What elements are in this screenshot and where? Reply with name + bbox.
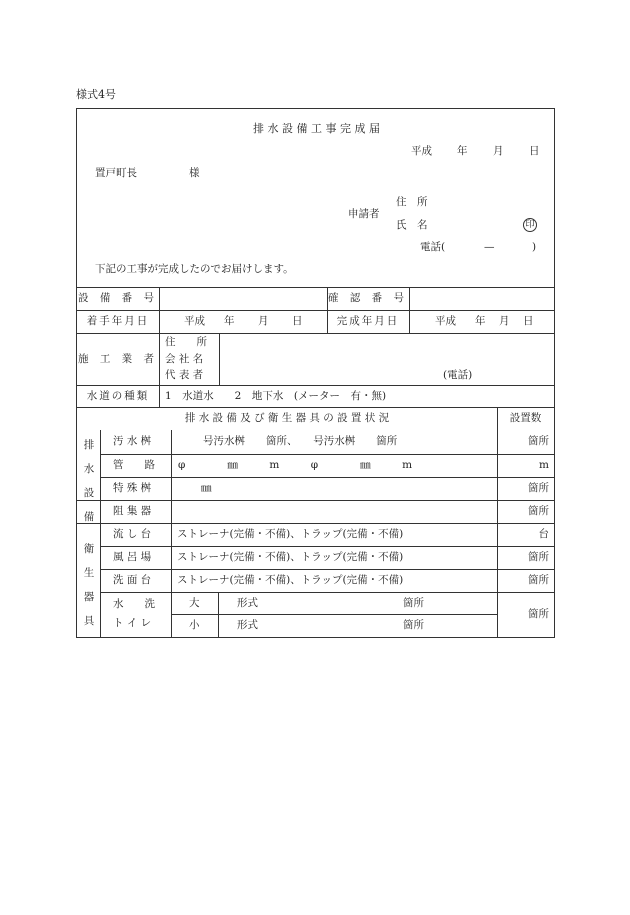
start-date-label: 着手年月日: [86, 315, 150, 327]
date-year: 年: [457, 145, 468, 157]
completion-notice-form: 排 水 設 備 工 事 完 成 届 平成 年 月 日 置戸町長 様 申請者 住 所 氏 名 印 電話( — ) 下記の工事が完成したのでお届けします。 設 備 番 号 確 認 番 号 着手年月日 平成 年 月 日 完成年月日 平成 年 月 日 施 工 業 者 住 所 会 社 名 代 表 者 (電話) 水道の種類 1 水道水 2 地下水 (メーター 有・無) 排 水 設 備 及 び 衛 生 器 具 の 設 置 状 況 設置数 排 水 設 備 汚 水 桝 号汚水桝 箇所、 号汚水桝 箇所 箇所 管 路 φ ㎜ m φ ㎜ m m 特 殊 桝 ㎜ 箇所 阻 集 器 箇所 衛 生 器 具 流 し 台 ストレーナ(完備・不備)、トラップ(完備・不備) 台 風 呂 場 ストレーナ(完備・不備)、トラップ(完備・不備) 箇所 洗 面 台 ストレーナ(完備・不備)、トラップ(完備・不備) 箇所 水 洗 ト イ レ 大 形式 箇所 小 形式 箇所 箇所: [76, 108, 555, 638]
statement-text: 下記の工事が完成したのでお届けします。: [95, 263, 294, 275]
drainage-group-label: 排 水 設 備: [83, 439, 95, 523]
toilet-total-unit: 箇所: [528, 608, 549, 620]
toilet-large-type: 形式: [237, 597, 258, 609]
addressee-honorific: 様: [189, 167, 200, 179]
fixtures-group-label: 衛 生 器 具: [83, 543, 95, 627]
contractor-field-address: 住 所: [165, 336, 207, 348]
contractor-label: 施 工 業 者: [77, 353, 158, 365]
confirmation-number-label: 確 認 番 号: [327, 292, 408, 304]
toilet-large-size: 大: [189, 597, 200, 609]
addressee-name: 置戸町長: [95, 167, 137, 179]
form-number: 様式4号: [76, 88, 116, 101]
seal-mark: 印: [523, 218, 537, 232]
installation-header: 排 水 設 備 及 び 衛 生 器 具 の 設 置 状 況: [184, 412, 390, 424]
completion-date-label: 完成年月日: [336, 315, 400, 327]
date-month: 月: [493, 145, 504, 157]
contractor-field-company: 会 社 名: [165, 353, 204, 365]
date-era: 平成: [411, 145, 432, 157]
contractor-phone: (電話): [443, 369, 473, 381]
water-type-label: 水道の種類: [86, 390, 150, 402]
applicant-phone-close: ): [532, 241, 537, 253]
applicant-phone-dash: —: [484, 241, 495, 253]
form-title: 排 水 設 備 工 事 完 成 届: [253, 122, 380, 135]
applicant-label: 申請者: [348, 208, 380, 220]
toilet-small-unit: 箇所: [403, 619, 424, 631]
water-type-value: 1 水道水 2 地下水 (メーター 有・無): [165, 390, 387, 402]
applicant-name-label: 氏 名: [396, 219, 428, 231]
toilet-small-type: 形式: [237, 619, 258, 631]
equipment-number-label: 設 備 番 号: [77, 292, 158, 304]
toilet-small-size: 小: [189, 619, 200, 631]
count-header: 設置数: [509, 412, 542, 424]
contractor-field-representative: 代 表 者: [165, 369, 204, 381]
applicant-address-label: 住 所: [396, 196, 428, 208]
applicant-phone-label: 電話(: [420, 241, 446, 253]
toilet-large-unit: 箇所: [403, 597, 424, 609]
date-day: 日: [529, 145, 540, 157]
